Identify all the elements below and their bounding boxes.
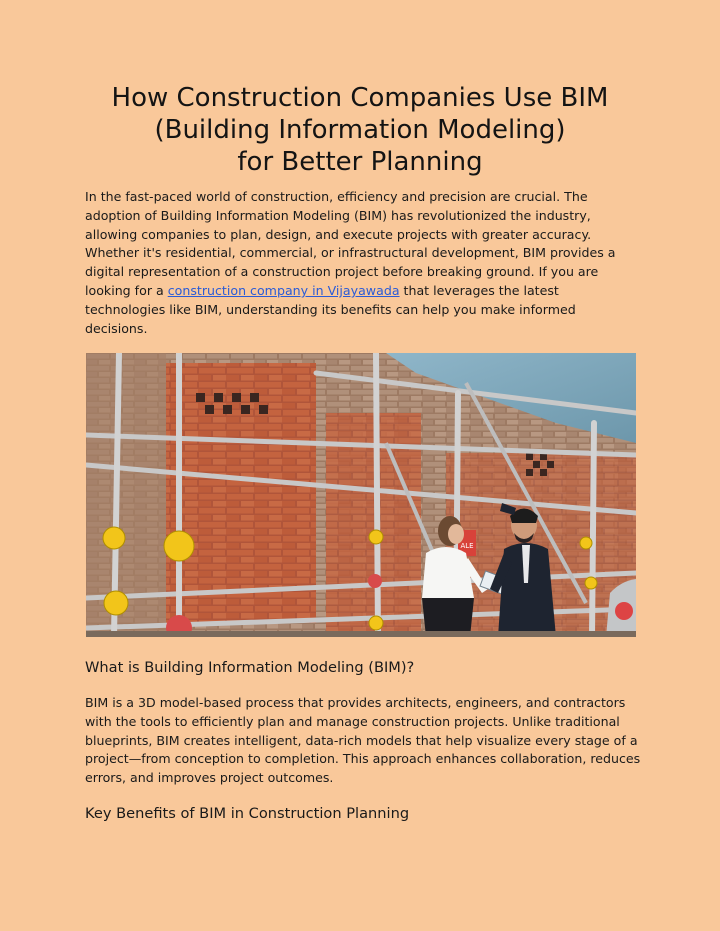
red-coupler bbox=[368, 574, 382, 588]
intro-line: digital representation of a construction project before breaking ground. If you are bbox=[85, 264, 599, 280]
intro-line: Whether it's residential, commercial, or infrastructural development, BIM provides a bbox=[85, 245, 616, 261]
intro-line: In the fast-paced world of construction, efficiency and precision are crucial. The bbox=[85, 189, 588, 204]
bim-paragraph bbox=[85, 694, 655, 788]
bim-line: BIM is a 3D model-based process that provides architects, engineers, and contractors bbox=[85, 695, 626, 710]
title-line-3: for Better Planning bbox=[237, 147, 483, 177]
intro-text: looking for a bbox=[85, 282, 168, 298]
car-taillight bbox=[615, 602, 633, 620]
intro-line: technologies like BIM, understanding its benefits can help you make informed bbox=[85, 301, 576, 317]
title-line-1: How Construction Companies Use BIM bbox=[111, 83, 609, 113]
construction-site-photo bbox=[86, 353, 636, 637]
wall-sign-text: ALE bbox=[460, 542, 474, 550]
title-line-2: (Building Information Modeling) bbox=[154, 115, 566, 145]
bim-line: project—from conception to completion. This approach enhances collaboration, reduces bbox=[85, 751, 641, 767]
intro-line: allowing companies to plan, design, and execute projects with greater accuracy. bbox=[85, 226, 592, 242]
intro-line-with-link bbox=[85, 282, 655, 301]
page-title bbox=[40, 82, 680, 178]
ground bbox=[86, 631, 636, 637]
section-heading-benefits: Key Benefits of BIM in Construction Planning bbox=[85, 805, 410, 822]
bim-line: with the tools to efficiently plan and manage construction projects. Unlike traditional bbox=[85, 713, 620, 729]
intro-line: decisions. bbox=[85, 320, 148, 336]
intro-text: that leverages the latest bbox=[399, 282, 559, 298]
bim-line: errors, and improves project outcomes. bbox=[85, 770, 334, 786]
intro-paragraph bbox=[85, 188, 655, 338]
section-heading-bim: What is Building Information Modeling (BIM)? bbox=[85, 659, 415, 676]
bim-line: blueprints, BIM creates intelligent, data-rich models that help visualize every stage of a bbox=[85, 732, 638, 748]
intro-line: adoption of Building Information Modeling (BIM) has revolutionized the industry, bbox=[85, 207, 591, 223]
construction-company-link[interactable]: construction company in Vijayawada bbox=[167, 282, 400, 298]
